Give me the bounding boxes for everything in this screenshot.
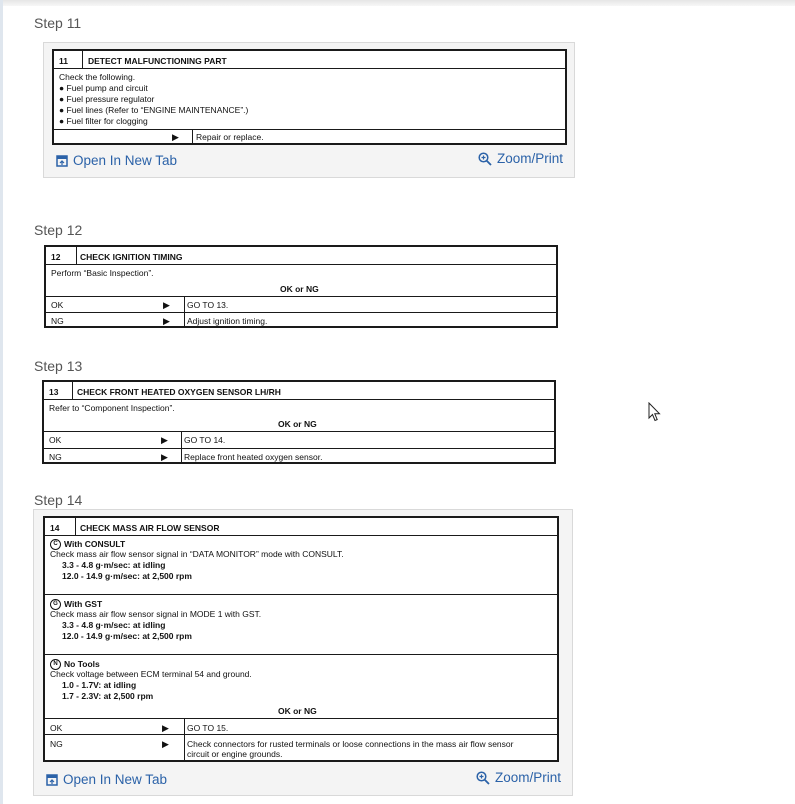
ng-action: Replace front heated oxygen sensor. xyxy=(184,452,323,462)
arrow-icon: ▶ xyxy=(161,452,168,462)
arrow-icon: ▶ xyxy=(163,300,170,310)
open-in-new-tab-label: Open In New Tab xyxy=(63,772,168,787)
step-number: 14 xyxy=(50,523,60,533)
mode-no-tools: N No Tools xyxy=(50,659,100,670)
arrow-icon: ▶ xyxy=(172,132,179,142)
spec-idle: 3.3 - 4.8 g·m/sec: at idling xyxy=(62,620,166,630)
spec-2500: 1.7 - 2.3V: at 2,500 rpm xyxy=(62,691,154,701)
ng-action: Check connectors for rusted terminals or loose connections in the mass air flow sensor xyxy=(187,739,514,749)
ng-action: Adjust ignition timing. xyxy=(187,316,268,326)
section-text: Check mass air flow sensor signal in “DATA MONITOR” mode with CONSULT. xyxy=(50,549,344,559)
left-rail xyxy=(0,0,3,804)
ok-action: GO TO 14. xyxy=(184,435,226,445)
step-heading: CHECK MASS AIR FLOW SENSOR xyxy=(80,523,220,533)
step-11-title: Step 11 xyxy=(34,15,82,31)
ng-label: NG xyxy=(49,452,62,462)
bullet-item: ● Fuel pressure regulator xyxy=(59,94,155,104)
step-number: 11 xyxy=(59,56,68,66)
spec-2500: 12.0 - 14.9 g·m/sec: at 2,500 rpm xyxy=(62,571,192,581)
zoom-print-link[interactable] xyxy=(476,770,561,785)
gst-icon: G xyxy=(50,599,61,610)
open-in-new-tab-label: Open In New Tab xyxy=(73,153,178,168)
magnifier-plus-icon xyxy=(478,152,492,166)
step-13-document xyxy=(42,380,556,464)
ok-label: OK xyxy=(49,435,62,445)
spec-2500: 12.0 - 14.9 g·m/sec: at 2,500 rpm xyxy=(62,631,192,641)
spec-idle: 3.3 - 4.8 g·m/sec: at idling xyxy=(62,560,166,570)
mode-with-consult: C With CONSULT xyxy=(50,539,125,550)
bullet-item: ● Fuel pump and circuit xyxy=(59,83,148,93)
arrow-icon: ▶ xyxy=(162,723,169,733)
step-number: 13 xyxy=(49,387,59,397)
step-12-document xyxy=(44,245,558,328)
top-bar xyxy=(0,0,795,6)
section-text: Check voltage between ECM terminal 54 and ground. xyxy=(50,669,252,679)
open-in-new-tab-link[interactable] xyxy=(46,772,167,787)
bullet-item: ● Fuel filter for clogging xyxy=(59,116,148,126)
bullet-item: ● Fuel lines (Refer to “ENGINE MAINTENANCE”.) xyxy=(59,105,249,115)
ng-action-cont: circuit or engine grounds. xyxy=(187,749,283,759)
ok-label: OK xyxy=(50,723,63,733)
step-12-title: Step 12 xyxy=(34,222,83,238)
ok-or-ng: OK or NG xyxy=(278,706,317,716)
step-heading: CHECK IGNITION TIMING xyxy=(80,252,183,262)
step-heading: CHECK FRONT HEATED OXYGEN SENSOR LH/RH xyxy=(77,387,281,397)
ok-label: OK xyxy=(51,300,64,310)
arrow-icon: ▶ xyxy=(162,739,169,749)
step-heading: DETECT MALFUNCTIONING PART xyxy=(88,56,227,66)
step-11-document xyxy=(52,49,567,145)
ok-or-ng: OK or NG xyxy=(280,284,319,294)
arrow-icon: ▶ xyxy=(161,435,168,445)
step-14-document xyxy=(43,516,559,762)
open-tab-icon xyxy=(46,774,58,786)
step-intro: Check the following. xyxy=(59,72,136,82)
step-intro: Refer to “Component Inspection”. xyxy=(49,403,175,413)
ok-or-ng: OK or NG xyxy=(278,419,317,429)
step-intro: Perform “Basic Inspection”. xyxy=(51,268,154,278)
open-in-new-tab-link[interactable] xyxy=(56,153,177,168)
step-11-frame xyxy=(43,42,575,178)
step-result: Repair or replace. xyxy=(196,132,264,142)
section-text: Check mass air flow sensor signal in MODE 1 with GST. xyxy=(50,609,262,619)
step-14-frame xyxy=(33,509,573,796)
ok-action: GO TO 13. xyxy=(187,300,229,310)
zoom-print-link[interactable] xyxy=(478,151,563,166)
zoom-print-label: Zoom/Print xyxy=(497,151,564,166)
step-number: 12 xyxy=(51,252,61,262)
step-13-title: Step 13 xyxy=(34,358,83,374)
spec-idle: 1.0 - 1.7V: at idling xyxy=(62,680,137,690)
ng-label: NG xyxy=(50,739,63,749)
mode-with-gst: G With GST xyxy=(50,599,102,610)
consult-icon: C xyxy=(50,539,61,550)
ng-label: NG xyxy=(51,316,64,326)
arrow-icon: ▶ xyxy=(163,316,170,326)
magnifier-plus-icon xyxy=(476,771,490,785)
ok-action: GO TO 15. xyxy=(187,723,229,733)
step-14-title: Step 14 xyxy=(34,492,83,508)
open-tab-icon xyxy=(56,155,68,167)
no-tools-icon: N xyxy=(50,659,61,670)
zoom-print-label: Zoom/Print xyxy=(495,770,562,785)
mouse-cursor-icon xyxy=(648,402,662,422)
